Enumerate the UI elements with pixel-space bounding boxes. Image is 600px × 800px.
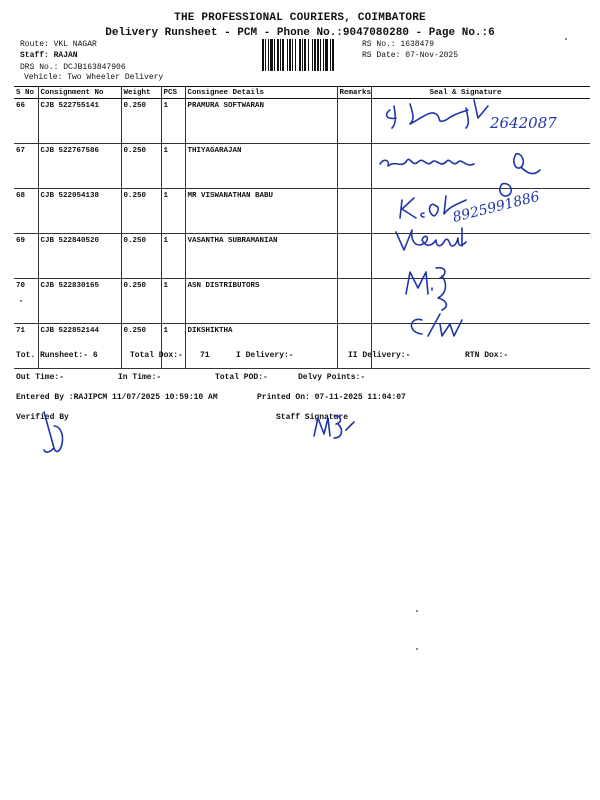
barcode-image: [262, 39, 358, 71]
scan-speck: [565, 38, 567, 40]
handwritten-number-68: 8925991886: [451, 188, 542, 226]
cell-sno: 67: [14, 144, 38, 189]
rs-number: RS No.: 1638479: [362, 40, 435, 49]
cell-weight: 0.250: [121, 324, 161, 369]
in-time: In Time:-: [118, 373, 162, 382]
signature-row-69: [396, 228, 466, 250]
cell-sno: 68: [14, 189, 38, 234]
cell-sno: 69: [14, 234, 38, 279]
drs-number: DRS No.: DCJB163847906: [20, 63, 126, 72]
cell-consignee: PRAMURA SOFTWARAN: [185, 99, 337, 144]
cell-pcs: 1: [161, 99, 185, 144]
tot-runsheet: Tot. Runsheet:- 6: [16, 351, 98, 360]
staff-signature-mark: [306, 408, 366, 444]
total-dox-label: Total Dox:-: [130, 351, 183, 360]
ii-delivery: II Delivery:-: [348, 351, 411, 360]
runsheet-subtitle: Delivery Runsheet - PCM - Phone No.:9047080280 - Page No.:6: [105, 27, 495, 39]
cell-consignee: ASN DISTRIBUTORS: [185, 279, 337, 324]
cell-pcs: 1: [161, 279, 185, 324]
i-delivery: I Delivery:-: [236, 351, 294, 360]
verified-by-signature: [30, 404, 90, 464]
cell-remarks: [337, 99, 371, 144]
cell-sno: 70: [14, 279, 38, 324]
cell-remarks: [337, 189, 371, 234]
scan-speck: [20, 300, 22, 302]
col-header-signature: Seal & Signature: [371, 87, 590, 99]
cell-consignment: CJB 522840520: [38, 234, 121, 279]
rtn-dox: RTN Dox:-: [465, 351, 509, 360]
cell-consignment: CJB 522767586: [38, 144, 121, 189]
entered-by: Entered By :RAJIPCM 11/07/2025 10:59:10 AM: [16, 393, 218, 402]
cell-consignee: VASANTHA SUBRAMANIAN: [185, 234, 337, 279]
col-header-consignee: Consignee Details: [185, 87, 337, 99]
cell-weight: 0.250: [121, 144, 161, 189]
cell-consignment: CJB 522755141: [38, 99, 121, 144]
staff-signature-label: Staff Signature: [276, 413, 349, 422]
cell-weight: 0.250: [121, 99, 161, 144]
scan-speck: [416, 610, 418, 612]
out-time: Out Time:-: [16, 373, 65, 382]
cell-weight: 0.250: [121, 234, 161, 279]
handwritten-signatures: [370, 88, 600, 348]
route-label: Route: VKL NAGAR: [20, 40, 97, 49]
signature-row-68: [400, 184, 541, 226]
cell-pcs: 1: [161, 324, 185, 369]
signature-row-70: [406, 268, 446, 310]
cell-consignment: CJB 522054138: [38, 189, 121, 234]
col-header-sno: S No: [14, 87, 38, 99]
company-title: THE PROFESSIONAL COURIERS, COIMBATORE: [174, 12, 426, 24]
cell-consignee: MR VISWANATHAN BABU: [185, 189, 337, 234]
handwritten-number-66: 2642087: [490, 114, 557, 132]
signature-row-71: [411, 314, 462, 336]
cell-remarks: [337, 234, 371, 279]
cell-consignee: DIKSHIKTHA: [185, 324, 337, 369]
vehicle-label: Vehicle: Two Wheeler Delivery: [24, 73, 164, 82]
signature-row-66: [387, 100, 558, 132]
col-header-consignment: Consignment No: [38, 87, 121, 99]
cell-sno: 66: [14, 99, 38, 144]
cell-consignment: CJB 522830165: [38, 279, 121, 324]
cell-weight: 0.250: [121, 279, 161, 324]
col-header-remarks: Remarks: [337, 87, 371, 99]
cell-consignee: THIYAGARAJAN: [185, 144, 337, 189]
cell-pcs: 1: [161, 234, 185, 279]
rs-date: RS Date: 07-Nov-2025: [362, 51, 459, 60]
col-header-pcs: PCS: [161, 87, 185, 99]
cell-consignment: CJB 522852144: [38, 324, 121, 369]
signature-row-67: [380, 154, 540, 174]
total-pod: Total POD:-: [215, 373, 268, 382]
cell-remarks: [337, 324, 371, 369]
printed-on: Printed On: 07-11-2025 11:04:07: [257, 393, 406, 402]
cell-pcs: 1: [161, 189, 185, 234]
cell-remarks: [337, 144, 371, 189]
cell-pcs: 1: [161, 144, 185, 189]
scan-speck: [416, 648, 418, 650]
cell-sno: 71: [14, 324, 38, 369]
total-dox-value: 71: [200, 351, 210, 360]
col-header-weight: Weight: [121, 87, 161, 99]
cell-remarks: [337, 279, 371, 324]
cell-weight: 0.250: [121, 189, 161, 234]
staff-label: Staff: RAJAN: [20, 51, 78, 60]
delvy-points: Delvy Points:-: [298, 373, 366, 382]
verified-by-label: Verified By: [16, 413, 69, 422]
